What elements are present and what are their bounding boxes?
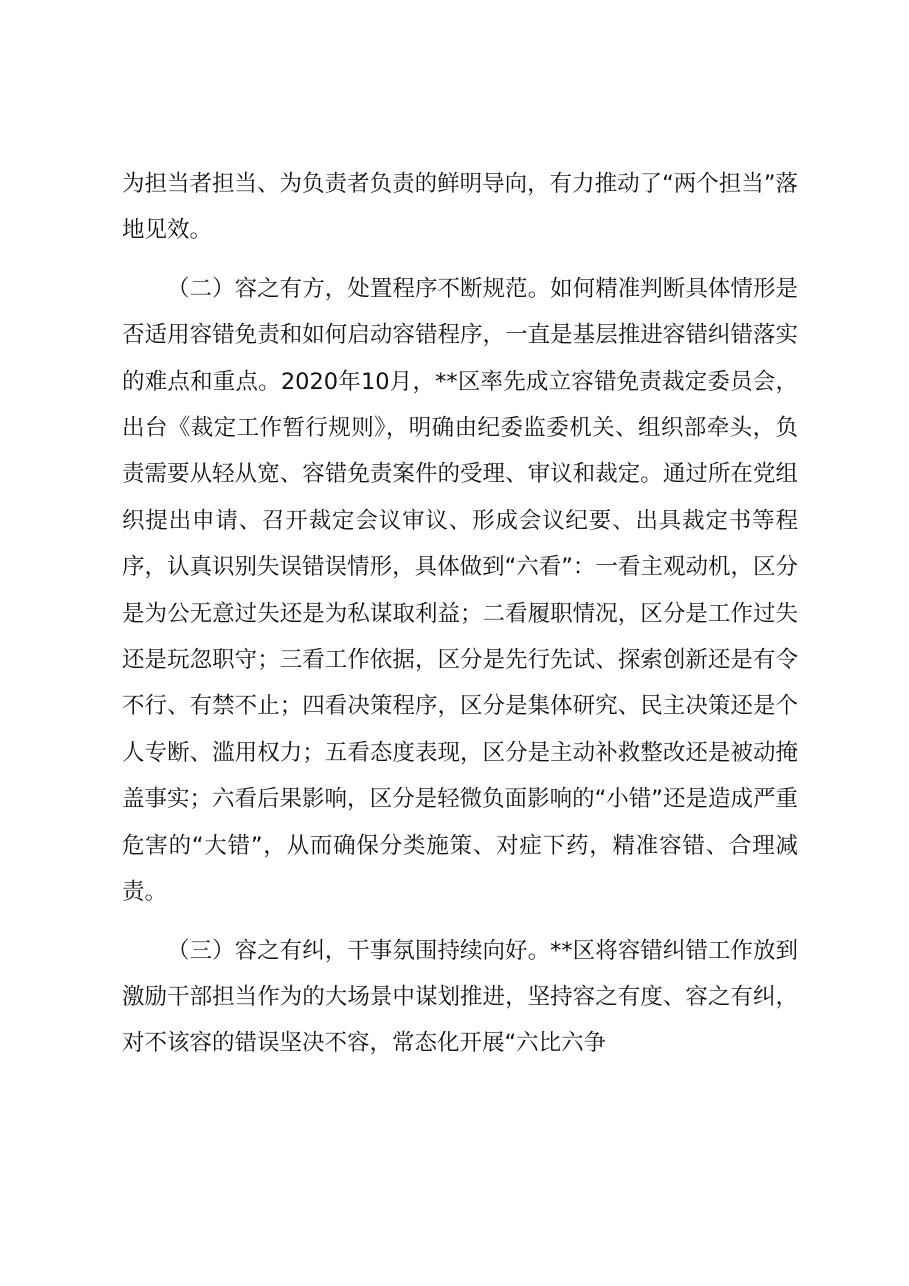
document-body [122, 161, 798, 1067]
paragraph-section-two: （二）容之有方，处置程序不断规范。如何精准判断具体情形是否适用容错免责和如何启动容错程序，一直是基层推进容错纠错落实的难点和重点。2020年10月，**区率先成立容错免责裁定委员会，出台《裁定工作暂行规则》，明确由纪委监委机关、组织部牵头，负责需要从轻从宽、容错免责案件的受理、审议和裁定。通过所在党组织提出申请、召开裁定会议审议、形成会议纪要、出具裁定书等程序，认真识别失误错误情形，具体做到“六看”：一看主观动机，区分是为公无意过失还是为私谋取利益；二看履职情况，区分是工作过失还是玩忽职守；三看工作依据，区分是先行先试、探索创新还是有令不行、有禁不止；四看决策程序，区分是集体研究、民主决策还是个人专断、滥用权力；五看态度表现，区分是主动补救整改还是被动掩盖事实；六看后果影响，区分是轻微负面影响的“小错”还是造成严重危害的“大错”，从而确保分类施策、对症下药，精准容错、合理减责。 [122, 275, 798, 906]
paragraph-continuation: 为担当者担当、为负责者负责的鲜明导向，有力推动了“两个担当”落地见效。 [122, 171, 798, 244]
paragraph-section-three: （三）容之有纠，干事氛围持续向好。**区将容错纠错工作放到激励干部担当作为的大场景中谋划推进，坚持容之有度、容之有纠，对不该容的错误坚决不容，常态化开展“六比六争 [122, 937, 798, 1057]
